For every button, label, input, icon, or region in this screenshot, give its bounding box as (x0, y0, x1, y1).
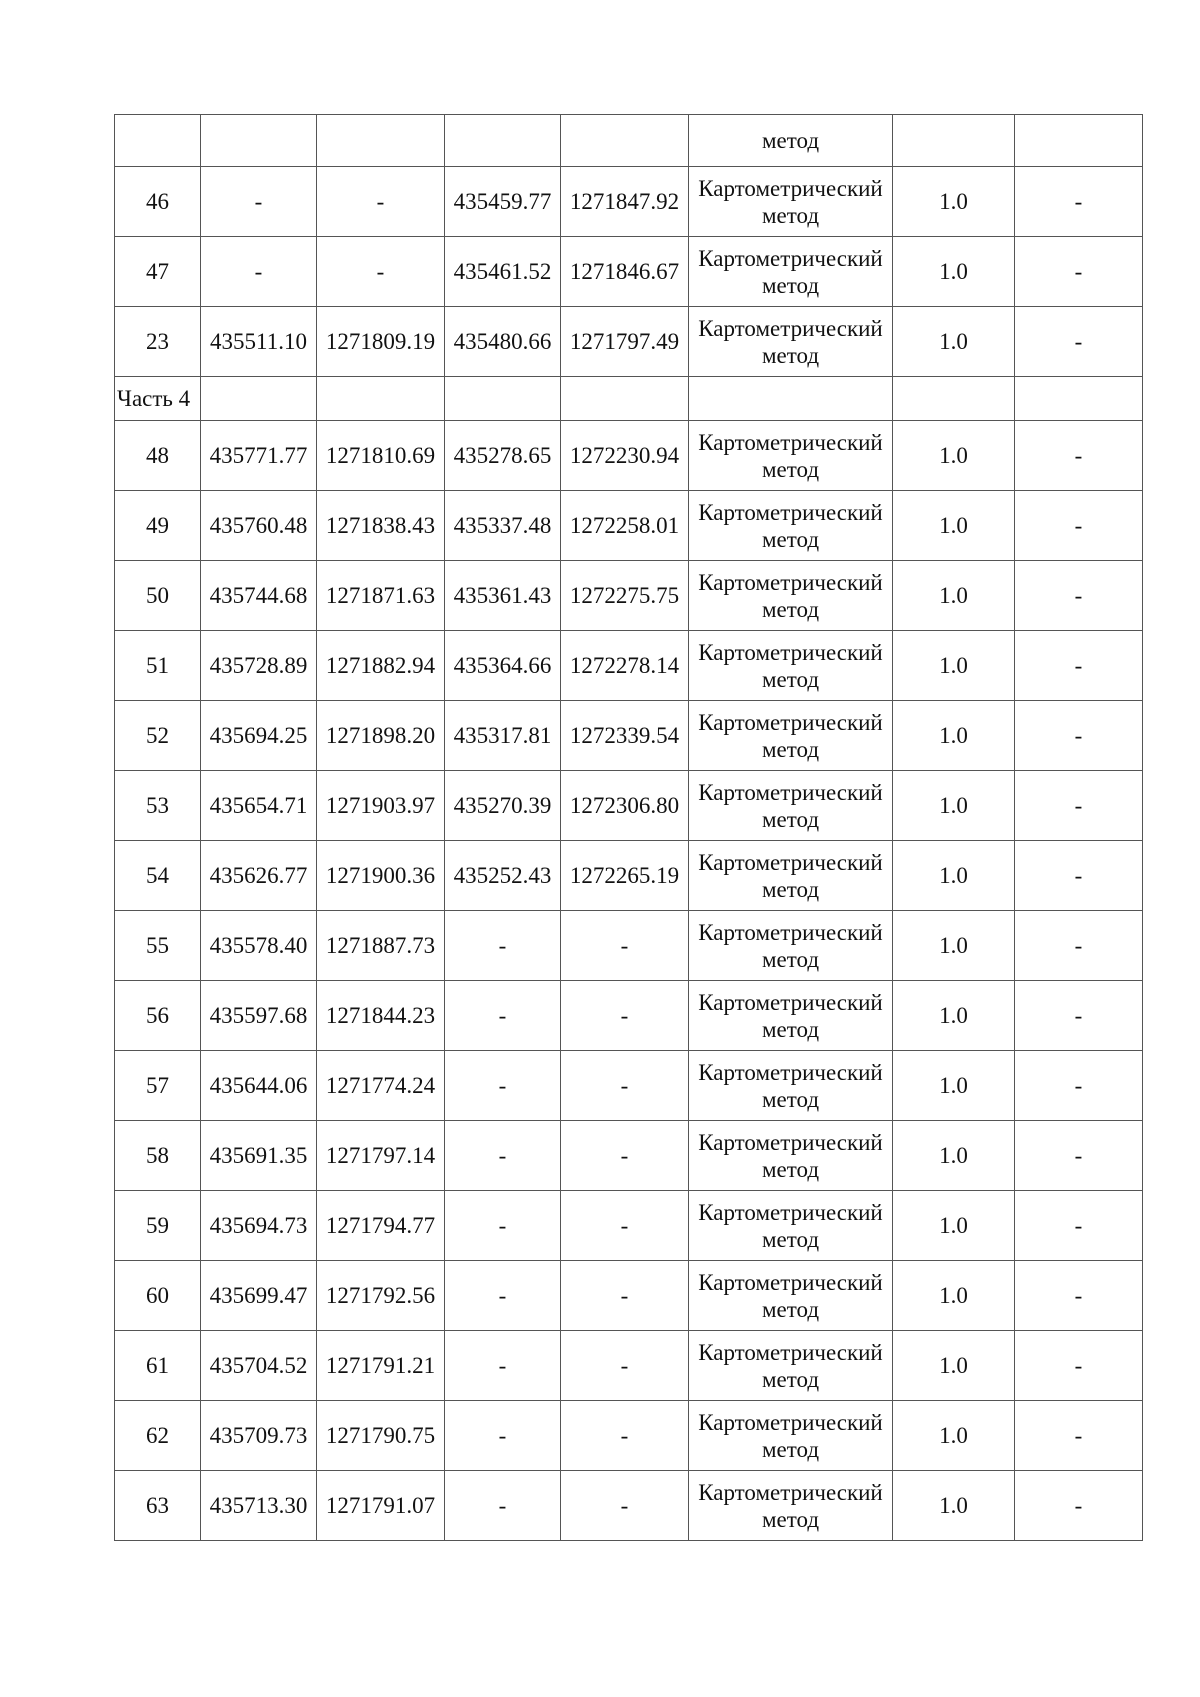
table-row (115, 1401, 1143, 1471)
cell-x2: 435317.81 (445, 701, 561, 771)
cell-accuracy: 1.0 (893, 1261, 1015, 1331)
cell-empty (561, 377, 689, 421)
cell-y1: 1271882.94 (317, 631, 445, 701)
method-line-2: метод (761, 1296, 820, 1322)
cell-num: 48 (115, 421, 201, 491)
table-row (115, 771, 1143, 841)
cell-y1: 1271838.43 (317, 491, 445, 561)
cell-x2: - (445, 911, 561, 981)
cell-num: 58 (115, 1121, 201, 1191)
cell-y2: - (561, 1261, 689, 1331)
cell-method (689, 981, 893, 1051)
cell-accuracy: 1.0 (893, 981, 1015, 1051)
method-line-2: метод (761, 342, 820, 368)
method-line-1: Картометрический (698, 1129, 883, 1155)
cell-num: 60 (115, 1261, 201, 1331)
cell-y2: 1272339.54 (561, 701, 689, 771)
method-line-1: Картометрический (698, 1339, 883, 1365)
cell-accuracy: 1.0 (893, 421, 1015, 491)
cell-num: 54 (115, 841, 201, 911)
table-row-part-heading (115, 377, 1143, 421)
cell-y2: - (561, 981, 689, 1051)
method-line-1: Картометрический (698, 1059, 883, 1085)
cell-accuracy: 1.0 (893, 911, 1015, 981)
cell-x1: 435771.77 (201, 421, 317, 491)
cell-method (689, 307, 893, 377)
table-row (115, 701, 1143, 771)
cell-x1: - (201, 167, 317, 237)
table-row (115, 421, 1143, 491)
cell-x1: 435699.47 (201, 1261, 317, 1331)
cell-x2: 435480.66 (445, 307, 561, 377)
method-line-2: метод (761, 1366, 820, 1392)
cell-empty (445, 377, 561, 421)
cell-accuracy: 1.0 (893, 841, 1015, 911)
method-line-1: Картометрический (698, 315, 883, 341)
cell-y2: - (561, 1331, 689, 1401)
cell-y2: 1271846.67 (561, 237, 689, 307)
cell-x2: - (445, 1471, 561, 1541)
cell-x2: 435337.48 (445, 491, 561, 561)
cell-y2: 1272230.94 (561, 421, 689, 491)
cell-accuracy: 1.0 (893, 631, 1015, 701)
cell-num: 52 (115, 701, 201, 771)
cell-accuracy: 1.0 (893, 561, 1015, 631)
cell-note: - (1015, 491, 1143, 561)
cell-num: 62 (115, 1401, 201, 1471)
method-line-2: метод (761, 1226, 820, 1252)
cell-y1: 1271903.97 (317, 771, 445, 841)
cell-num: 49 (115, 491, 201, 561)
cell-x2: - (445, 1051, 561, 1121)
cell-method (689, 561, 893, 631)
cell-note: - (1015, 561, 1143, 631)
cell-x1: 435597.68 (201, 981, 317, 1051)
cell-y1 (317, 115, 445, 167)
cell-method (689, 1401, 893, 1471)
cell-x2: - (445, 1401, 561, 1471)
cell-x1: 435694.25 (201, 701, 317, 771)
cell-x1: 435694.73 (201, 1191, 317, 1261)
table-row (115, 631, 1143, 701)
cell-y2: 1271797.49 (561, 307, 689, 377)
cell-x1: 435728.89 (201, 631, 317, 701)
cell-y2: - (561, 1051, 689, 1121)
cell-method: метод (689, 115, 893, 167)
table-row (115, 1121, 1143, 1191)
method-line-2: метод (761, 1156, 820, 1182)
cell-note: - (1015, 1401, 1143, 1471)
cell-method (689, 1261, 893, 1331)
cell-y1: - (317, 167, 445, 237)
cell-note: - (1015, 307, 1143, 377)
cell-y2: 1272265.19 (561, 841, 689, 911)
cell-x1: 435511.10 (201, 307, 317, 377)
cell-accuracy: 1.0 (893, 237, 1015, 307)
method-line-1: Картометрический (698, 1199, 883, 1225)
cell-num: 56 (115, 981, 201, 1051)
method-line-2: метод (761, 1016, 820, 1042)
cell-note: - (1015, 1191, 1143, 1261)
cell-x1: 435654.71 (201, 771, 317, 841)
cell-note: - (1015, 771, 1143, 841)
cell-y1: 1271898.20 (317, 701, 445, 771)
table-row (115, 1261, 1143, 1331)
cell-accuracy: 1.0 (893, 1401, 1015, 1471)
cell-x2: 435278.65 (445, 421, 561, 491)
cell-y1: 1271844.23 (317, 981, 445, 1051)
table-row (115, 841, 1143, 911)
cell-x2: 435461.52 (445, 237, 561, 307)
cell-note: - (1015, 421, 1143, 491)
cell-x2: 435364.66 (445, 631, 561, 701)
cell-y2: - (561, 1471, 689, 1541)
cell-x2: - (445, 1121, 561, 1191)
cell-method (689, 771, 893, 841)
cell-method (689, 1121, 893, 1191)
cell-x1: 435626.77 (201, 841, 317, 911)
cell-note (1015, 115, 1143, 167)
cell-note: - (1015, 1471, 1143, 1541)
cell-x1: 435691.35 (201, 1121, 317, 1191)
table-row (115, 1471, 1143, 1541)
cell-note: - (1015, 1261, 1143, 1331)
method-line-2: метод (761, 806, 820, 832)
cell-y2: - (561, 1401, 689, 1471)
cell-x1: - (201, 237, 317, 307)
cell-method (689, 1471, 893, 1541)
cell-y2: - (561, 1191, 689, 1261)
cell-accuracy: 1.0 (893, 701, 1015, 771)
cell-x2: - (445, 1191, 561, 1261)
cell-x2: - (445, 1331, 561, 1401)
cell-accuracy: 1.0 (893, 1331, 1015, 1401)
cell-x2: 435252.43 (445, 841, 561, 911)
cell-accuracy: 1.0 (893, 771, 1015, 841)
method-line-1: Картометрический (698, 569, 883, 595)
cell-accuracy: 1.0 (893, 1051, 1015, 1121)
cell-num: 46 (115, 167, 201, 237)
cell-y1: 1271797.14 (317, 1121, 445, 1191)
method-line-2: метод (761, 666, 820, 692)
method-line-1: Картометрический (698, 919, 883, 945)
cell-y2: 1271847.92 (561, 167, 689, 237)
method-line-2: метод (761, 876, 820, 902)
cell-note: - (1015, 1331, 1143, 1401)
cell-y2: - (561, 911, 689, 981)
cell-y2: - (561, 1121, 689, 1191)
cell-x1: 435644.06 (201, 1051, 317, 1121)
cell-empty (893, 377, 1015, 421)
cell-method (689, 491, 893, 561)
cell-method (689, 1051, 893, 1121)
method-line-1: Картометрический (698, 429, 883, 455)
cell-y1: 1271887.73 (317, 911, 445, 981)
cell-method (689, 701, 893, 771)
cell-accuracy: 1.0 (893, 491, 1015, 561)
cell-empty (201, 377, 317, 421)
method-line-1: Картометрический (698, 1479, 883, 1505)
cell-x2: 435270.39 (445, 771, 561, 841)
cell-num: 61 (115, 1331, 201, 1401)
part-label: Часть 4 (115, 377, 201, 421)
cell-accuracy: 1.0 (893, 167, 1015, 237)
table-row (115, 911, 1143, 981)
cell-num: 63 (115, 1471, 201, 1541)
table-row (115, 1191, 1143, 1261)
cell-num: 53 (115, 771, 201, 841)
cell-y1: 1271792.56 (317, 1261, 445, 1331)
method-line-1: Картометрический (698, 1269, 883, 1295)
table-row (115, 491, 1143, 561)
cell-note: - (1015, 631, 1143, 701)
method-line-1: Картометрический (698, 639, 883, 665)
cell-y1: 1271791.21 (317, 1331, 445, 1401)
cell-note: - (1015, 167, 1143, 237)
method-line-2: метод (761, 456, 820, 482)
cell-note: - (1015, 701, 1143, 771)
table-row (115, 561, 1143, 631)
cell-empty (1015, 377, 1143, 421)
cell-accuracy: 1.0 (893, 1471, 1015, 1541)
cell-method (689, 421, 893, 491)
cell-method (689, 167, 893, 237)
cell-empty (689, 377, 893, 421)
table-row (115, 237, 1143, 307)
cell-x2: - (445, 1261, 561, 1331)
cell-x1 (201, 115, 317, 167)
method-line-1: Картометрический (698, 499, 883, 525)
cell-accuracy: 1.0 (893, 1191, 1015, 1261)
cell-x2: 435459.77 (445, 167, 561, 237)
cell-num: 23 (115, 307, 201, 377)
table-row (115, 1051, 1143, 1121)
cell-note: - (1015, 1121, 1143, 1191)
cell-y1: 1271871.63 (317, 561, 445, 631)
cell-y2: 1272278.14 (561, 631, 689, 701)
cell-accuracy (893, 115, 1015, 167)
cell-num (115, 115, 201, 167)
cell-x1: 435704.52 (201, 1331, 317, 1401)
method-line-2: метод (761, 596, 820, 622)
method-line-2: метод (761, 526, 820, 552)
cell-y2: 1272258.01 (561, 491, 689, 561)
cell-y1: 1271809.19 (317, 307, 445, 377)
cell-x2: 435361.43 (445, 561, 561, 631)
cell-x1: 435760.48 (201, 491, 317, 561)
cell-note: - (1015, 237, 1143, 307)
cell-method (689, 911, 893, 981)
coordinates-table (114, 114, 1143, 1541)
cell-method (689, 841, 893, 911)
cell-x2: - (445, 981, 561, 1051)
cell-empty (317, 377, 445, 421)
method-line-1: Картометрический (698, 709, 883, 735)
cell-y1: 1271774.24 (317, 1051, 445, 1121)
method-line-1: Картометрический (698, 989, 883, 1015)
cell-y2: 1272306.80 (561, 771, 689, 841)
table-row (115, 1331, 1143, 1401)
cell-note: - (1015, 981, 1143, 1051)
cell-num: 59 (115, 1191, 201, 1261)
cell-x2 (445, 115, 561, 167)
cell-y2 (561, 115, 689, 167)
cell-y1: 1271790.75 (317, 1401, 445, 1471)
cell-method (689, 237, 893, 307)
table-row (115, 167, 1143, 237)
cell-method (689, 1331, 893, 1401)
method-line-1: Картометрический (698, 175, 883, 201)
cell-note: - (1015, 841, 1143, 911)
cell-x1: 435709.73 (201, 1401, 317, 1471)
table-row-continuation (115, 115, 1143, 167)
cell-num: 55 (115, 911, 201, 981)
table-row (115, 981, 1143, 1051)
method-line-1: Картометрический (698, 245, 883, 271)
method-line-2: метод (761, 202, 820, 228)
method-line-2: метод (761, 1436, 820, 1462)
cell-y1: 1271810.69 (317, 421, 445, 491)
cell-method (689, 631, 893, 701)
cell-accuracy: 1.0 (893, 307, 1015, 377)
table-row (115, 307, 1143, 377)
method-line-2: метод (761, 272, 820, 298)
cell-y1: 1271900.36 (317, 841, 445, 911)
cell-note: - (1015, 1051, 1143, 1121)
cell-x1: 435713.30 (201, 1471, 317, 1541)
cell-method (689, 1191, 893, 1261)
cell-num: 51 (115, 631, 201, 701)
method-line-1: Картометрический (698, 1409, 883, 1435)
method-line-2: метод (761, 1506, 820, 1532)
method-line-1: Картометрический (698, 779, 883, 805)
table-body (115, 115, 1143, 1541)
cell-num: 47 (115, 237, 201, 307)
cell-x1: 435744.68 (201, 561, 317, 631)
cell-y1: 1271794.77 (317, 1191, 445, 1261)
cell-y1: 1271791.07 (317, 1471, 445, 1541)
cell-y1: - (317, 237, 445, 307)
method-line-2: метод (761, 736, 820, 762)
method-line-2: метод (761, 946, 820, 972)
cell-accuracy: 1.0 (893, 1121, 1015, 1191)
cell-y2: 1272275.75 (561, 561, 689, 631)
method-line-1: Картометрический (698, 849, 883, 875)
cell-x1: 435578.40 (201, 911, 317, 981)
cell-num: 50 (115, 561, 201, 631)
cell-note: - (1015, 911, 1143, 981)
cell-num: 57 (115, 1051, 201, 1121)
method-line-2: метод (761, 1086, 820, 1112)
